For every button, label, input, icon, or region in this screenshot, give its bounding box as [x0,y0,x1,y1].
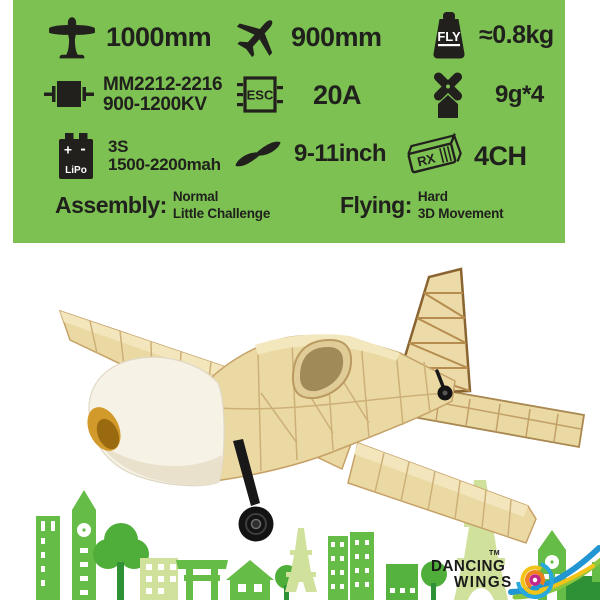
windmill-icon [425,70,471,120]
flying-line2: 3D Movement [417,205,504,221]
motor-spec [103,75,222,115]
assembly-line2: Little Challenge [172,205,271,221]
spec-propeller [230,128,386,180]
rx-receiver-icon [402,132,466,180]
brand-name-line2: WINGS [454,574,513,591]
assembly-line1: Normal [172,189,219,204]
battery-line1: 3S [108,137,129,157]
spec-battery [54,131,221,181]
engine-cowl [81,357,224,485]
flying-weight-icon [426,10,472,60]
brand-swirl-icon [507,542,600,600]
motor-icon [43,72,95,118]
airplane-front-icon [47,12,97,62]
length-value: 900mm [291,21,382,52]
receiver-value: 4CH [474,140,527,171]
spec-receiver [402,132,527,180]
flying-line1: Hard [417,189,448,204]
weight-value: ≈0.8kg [479,20,554,49]
spec-esc [235,72,361,118]
battery-minus: - [80,140,86,158]
propeller-icon [230,128,286,180]
motor-line1: MM2212-2216 [103,74,223,96]
assembly-label: Assembly: [55,192,167,219]
assembly-lines [173,189,270,223]
brand-logo [425,546,600,600]
propeller-value: 9-11inch [294,140,387,167]
airplane-top-icon [232,12,282,62]
main-wheel [239,507,274,542]
motor-line2: 900-1200KV [103,94,207,115]
battery-chem-label: LiPo [65,165,87,176]
lipo-battery-icon [54,131,98,181]
spec-weight [426,10,554,60]
rx-label: RX [415,150,437,170]
spec-panel [13,0,565,243]
flying-lines [418,189,504,223]
servos-value: 9g*4 [495,81,544,108]
flying-label: Flying: [340,192,412,219]
spec-wingspan [47,12,211,62]
battery-plus: + [63,141,73,158]
battery-spec [108,138,221,174]
esc-icon [235,72,285,118]
brand-trademark: TM [489,550,501,557]
flying-rating [340,189,503,223]
spec-motor [43,72,222,118]
assembly-rating [55,189,270,223]
right-wing [348,443,536,543]
spec-length [232,12,382,62]
spec-servos [425,70,544,120]
brand-name-line1: DANCING [431,558,506,575]
esc-value: 20A [313,79,362,110]
battery-line2: 1500-2200mah [108,155,221,174]
esc-label: ESC [246,87,274,103]
fly-label: FLY [437,29,461,44]
wingspan-value: 1000mm [106,21,212,52]
product-photo-area [0,243,600,600]
